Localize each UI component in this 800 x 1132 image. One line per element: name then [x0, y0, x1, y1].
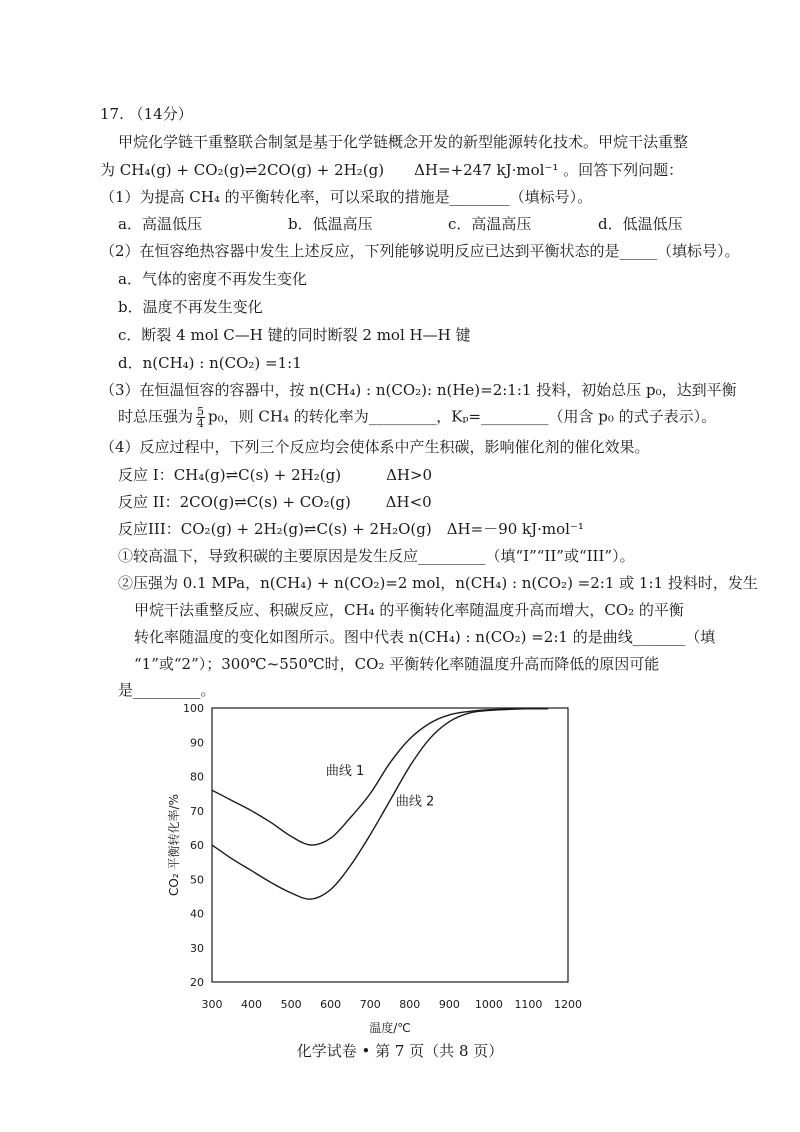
q2-option-d: d．n(CH₄) : n(CO₂) =1:1: [118, 354, 302, 372]
fraction-denominator: 4: [197, 417, 205, 430]
page-footer: 化学试卷 • 第 7 页（共 8 页）: [296, 1042, 504, 1060]
y-tick-label: 30: [190, 941, 204, 955]
q3-line-2-post: p₀，则 CH₄ 的转化率为_________，Kₚ=_________（用含 p₀ 的式子表示）。: [208, 407, 717, 426]
reaction-1: 反应 I：CH₄(g)⇌C(s) + 2H₂(g) ΔH>0: [118, 466, 433, 484]
y-tick-label: 60: [190, 839, 204, 852]
y-tick-label: 40: [190, 907, 204, 921]
q2-option-a: a．气体的密度不再发生变化: [118, 270, 307, 288]
q1-stem: （1）为提高 CH₄ 的平衡转化率，可以采取的措施是________（填标号）。: [100, 188, 593, 206]
pressure-fraction: [196, 406, 205, 429]
q1-option-a: a．高温低压: [118, 215, 202, 233]
x-tick-label: 1000: [474, 998, 503, 1011]
q1-option-b: b．低温高压: [288, 215, 373, 233]
series-line-1: [212, 709, 548, 845]
y-axis-label: CO₂ 平衡转化率/%: [167, 794, 181, 896]
curve-2-label: 曲线 2: [395, 794, 435, 810]
q1-option-c: c．高温高压: [448, 215, 532, 233]
x-tick-label: 800: [399, 998, 421, 1011]
y-tick-label: 20: [190, 976, 204, 989]
q4-sub-2-line-4: “1”或“2”）；300℃~550℃时，CO₂ 平衡转化率随温度升高而降低的原因可能: [134, 655, 660, 673]
q4-sub-2-line-2: 甲烷干法重整反应、积碳反应，CH₄ 的平衡转化率随温度升高而增大，CO₂ 的平衡: [134, 601, 684, 619]
co2-conversion-chart: [160, 690, 620, 1040]
curve-1-label: 曲线 1: [325, 763, 365, 779]
chart-axes: [212, 708, 568, 982]
y-tick-label: 70: [190, 804, 204, 818]
q3-line-2: [118, 406, 716, 429]
x-tick-label: 1100: [514, 998, 543, 1011]
x-tick-label: 1200: [554, 998, 582, 1011]
q3-line-1: （3）在恒温恒容的容器中，按 n(CH₄) : n(CO₂): n(He)=2:1:1 投料，初始总压 p₀，达到平衡: [100, 381, 737, 399]
x-tick-label: 300: [201, 998, 223, 1011]
x-tick-label: 500: [280, 998, 302, 1011]
q2-option-b: b．温度不再发生变化: [118, 298, 263, 316]
intro-line-1: 甲烷化学链干重整联合制氢是基于化学链概念开发的新型能源转化技术。甲烷干法重整: [118, 133, 689, 151]
q4-sub-2-line-3: 转化率随温度的变化如图所示。图中代表 n(CH₄) : n(CO₂) =2:1 的是曲线_______（填: [134, 628, 716, 646]
y-tick-label: 80: [190, 770, 204, 784]
q4-sub-2-line-1: ②压强为 0.1 MPa，n(CH₄) + n(CO₂)=2 mol，n(CH₄) : n(CO₂) =2:1 或 1:1 投料时，发生: [118, 574, 758, 592]
x-tick-label: 600: [320, 998, 342, 1011]
chart-labels: [166, 702, 582, 1035]
q1-option-d: d．低温低压: [598, 215, 683, 233]
q4-sub-1: ①较高温下，导致积碳的主要原因是发生反应_________（填“I”“II”或“III”）。: [118, 547, 635, 565]
reaction-2: 反应 II：2CO(g)⇌C(s) + CO₂(g) ΔH<0: [118, 493, 432, 511]
q2-stem: （2）在恒容绝热容器中发生上述反应，下列能够说明反应已达到平衡状态的是_____（填标号）。: [100, 242, 740, 260]
q4-stem: （4）反应过程中，下列三个反应均会使体系中产生积碳，影响催化剂的催化效果。: [100, 438, 650, 456]
fraction-numerator: 5: [197, 405, 205, 418]
q4-sub-2-line-5: 是_________。: [118, 681, 216, 699]
x-tick-label: 900: [438, 998, 460, 1011]
q3-line-2-pre: 时总压强为: [118, 407, 194, 426]
reaction-3: 反应III：CO₂(g) + 2H₂(g)⇌C(s) + 2H₂O(g) ΔH=－90 kJ·mol⁻¹: [118, 520, 584, 538]
y-tick-label: 50: [190, 873, 204, 887]
x-tick-label: 400: [241, 998, 263, 1011]
series-line-2: [212, 709, 548, 900]
question-header: 17. （14分）: [100, 105, 193, 123]
intro-line-2: 为 CH₄(g) + CO₂(g)⇌2CO(g) + 2H₂(g) ΔH=+247 kJ·mol⁻¹ 。回答下列问题：: [100, 161, 684, 179]
y-tick-label: 90: [190, 736, 204, 750]
x-axis-label: 温度/℃: [369, 1021, 411, 1035]
chart-series: [212, 709, 548, 900]
q2-option-c: c．断裂 4 mol C—H 键的同时断裂 2 mol H—H 键: [118, 326, 471, 344]
plot-frame: [212, 708, 568, 982]
y-tick-label: 100: [183, 702, 204, 715]
x-tick-label: 700: [359, 998, 381, 1011]
